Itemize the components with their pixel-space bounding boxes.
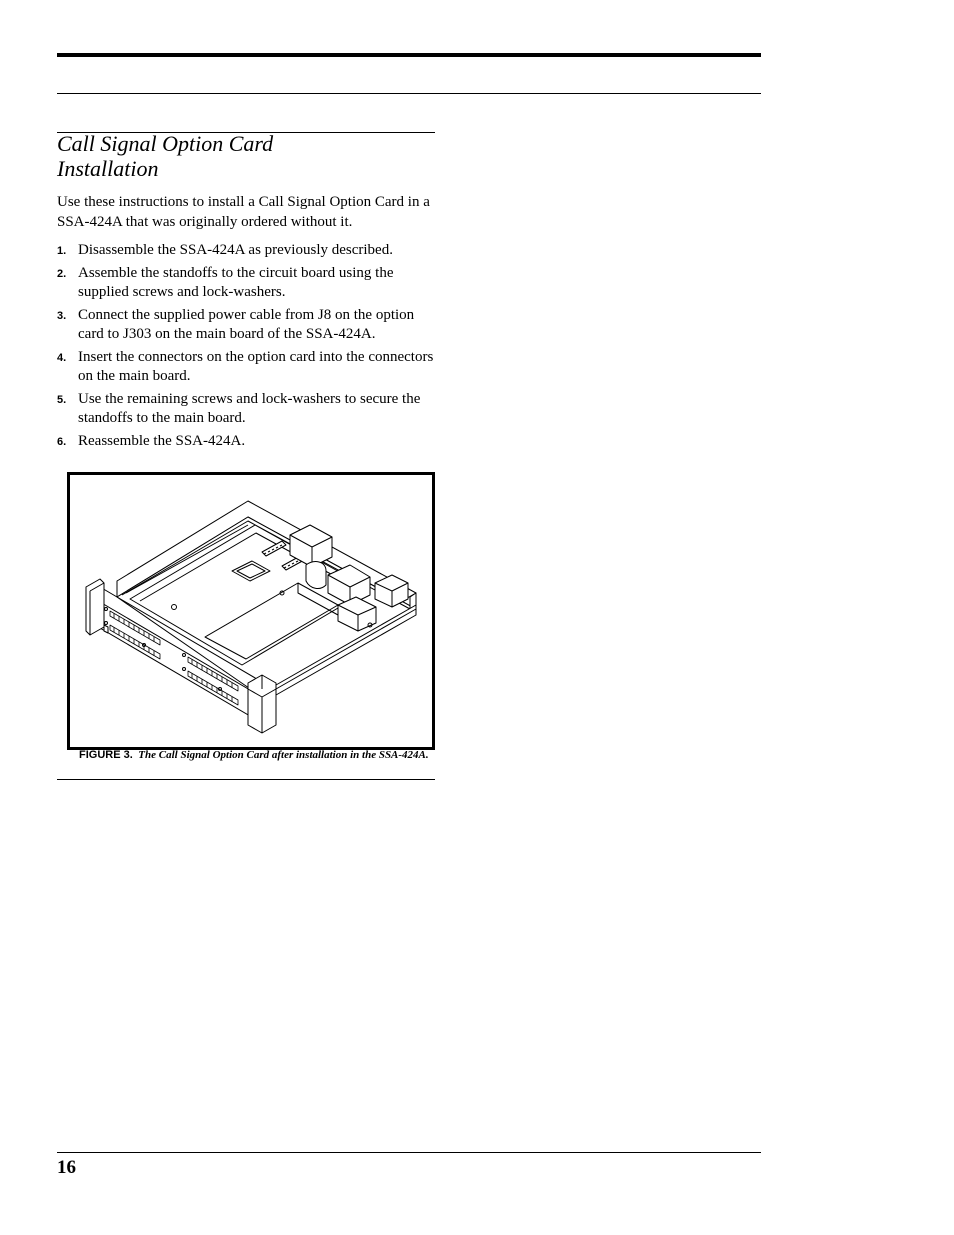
step-item bbox=[57, 348, 437, 387]
step-text: Insert the connectors on the option card into the connectors on the main board. bbox=[78, 348, 434, 384]
footer-rule bbox=[57, 1152, 761, 1153]
figure-caption-text: The Call Signal Option Card after installation in the SSA-424A. bbox=[138, 749, 429, 761]
step-item bbox=[57, 390, 437, 429]
figure-frame bbox=[67, 472, 435, 750]
intro-paragraph: Use these instructions to install a Call Signal Option Card in a SSA-424A that was originally ordered without it. bbox=[57, 194, 430, 230]
step-number: 6. bbox=[57, 435, 67, 448]
step-number: 5. bbox=[57, 393, 67, 406]
figure-caption bbox=[79, 749, 429, 761]
page-number: 16 bbox=[57, 1157, 76, 1178]
step-item bbox=[57, 264, 437, 303]
capacitor bbox=[306, 562, 326, 589]
caption-rule bbox=[57, 779, 435, 780]
step-text: Use the remaining screws and lock-washers to secure the standoffs to the main board. bbox=[78, 390, 421, 426]
step-text: Connect the supplied power cable from J8 on the option card to J303 on the main board of the SSA-424A. bbox=[78, 306, 415, 342]
step-item bbox=[57, 306, 437, 345]
device-illustration bbox=[70, 475, 432, 747]
step-text: Reassemble the SSA-424A. bbox=[78, 432, 246, 449]
step-number: 2. bbox=[57, 267, 67, 280]
left-end-cap bbox=[86, 579, 104, 635]
installation-steps bbox=[57, 241, 437, 454]
step-item bbox=[57, 432, 437, 452]
figure-label: FIGURE 3. bbox=[79, 749, 133, 761]
step-text: Assemble the standoffs to the circuit board using the supplied screws and lock-washers. bbox=[78, 264, 394, 300]
step-item bbox=[57, 241, 437, 261]
section-title: Call Signal Option Card Installation bbox=[57, 131, 274, 181]
header-rule-thick bbox=[57, 53, 761, 57]
step-number: 1. bbox=[57, 245, 67, 257]
step-number: 3. bbox=[57, 309, 67, 322]
step-text: Disassemble the SSA-424A as previously described. bbox=[78, 242, 393, 258]
step-number: 4. bbox=[57, 351, 67, 364]
header-rule-thin bbox=[57, 93, 761, 94]
